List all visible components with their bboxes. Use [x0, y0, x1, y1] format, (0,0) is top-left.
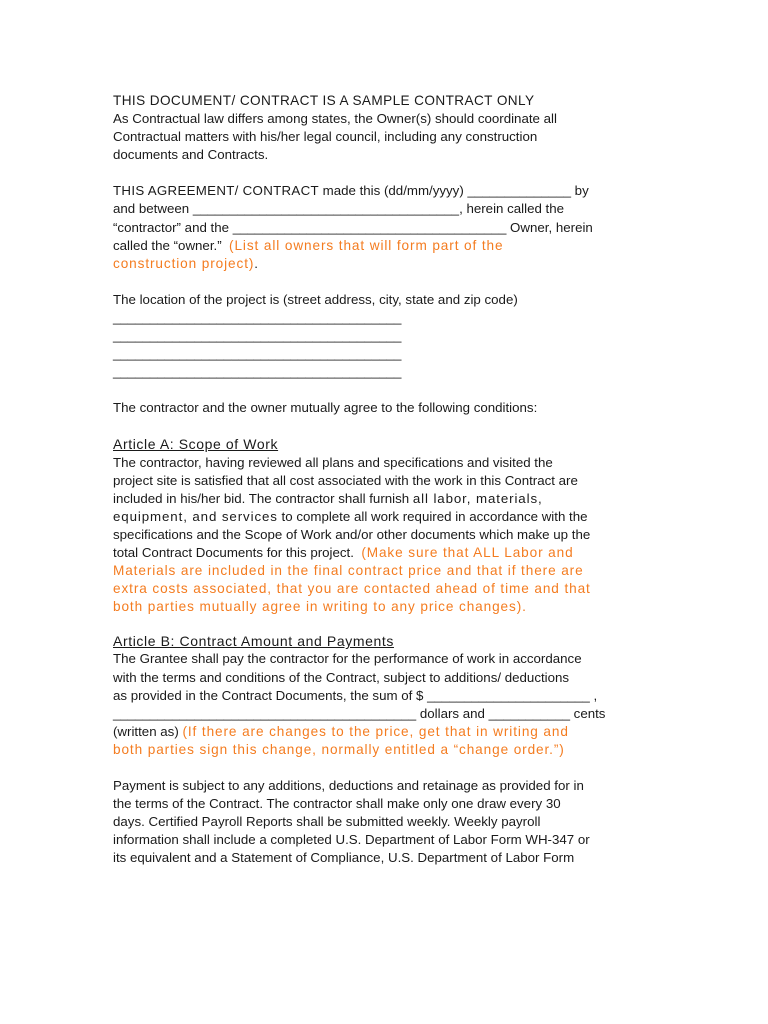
document-title: THIS DOCUMENT/ CONTRACT IS A SAMPLE CONTRACT ONLY — [113, 93, 535, 108]
article-a-line-4-rest: to complete all work required in accordance with the — [277, 508, 588, 524]
article-a-heading: Article A: Scope of Work — [113, 436, 279, 453]
article-b-note-2: both parties sign this change, normally entitled a “change order.”) — [113, 741, 565, 757]
article-a-line-6-start: total Contract Documents for this project. — [113, 544, 362, 560]
spacer — [113, 164, 661, 182]
article-a-line-3 — [113, 490, 661, 508]
payment-line-4: information shall include a completed U.S. Department of Labor Form WH-347 or — [113, 832, 590, 848]
agreement-line-5 — [113, 255, 661, 273]
location-label: The location of the project is (street address, city, state and zip code) — [113, 291, 518, 307]
contract-document — [113, 92, 661, 867]
article-b-line-5-start: (written as) — [113, 723, 183, 739]
intro-line-1: As Contractual law differs among states, the Owner(s) should coordinate all — [113, 111, 557, 127]
agreement-period: . — [254, 255, 258, 271]
agreement-line-2: and between ____________________________________, herein called the — [113, 201, 565, 217]
article-b-line-5 — [113, 723, 661, 741]
spacer — [113, 616, 661, 632]
article-b-note-1: (If there are changes to the price, get that in writing and — [182, 723, 569, 739]
payment-line-2: the terms of the Contract. The contractor shall make only one draw every 30 — [113, 796, 561, 812]
spacer — [113, 759, 661, 777]
article-b-line-3: as provided in the Contract Documents, the sum of $ ______________________ , — [113, 687, 598, 703]
article-b-line-1: The Grantee shall pay the contractor for the performance of work in accordance — [113, 651, 582, 667]
article-a-note-1: (Make sure that ALL Labor and — [361, 544, 574, 560]
location-blank-3: _______________________________________ — [113, 346, 402, 362]
article-a-line-1: The contractor, having reviewed all plans and specifications and visited the — [113, 454, 553, 470]
agreement-note-b: construction project) — [113, 255, 255, 271]
mutual-agree-text: The contractor and the owner mutually agree to the following conditions: — [113, 400, 538, 416]
article-a-note-4: both parties mutually agree in writing to any price changes). — [113, 599, 527, 615]
agreement-line-1-rest: made this (dd/mm/yyyy) ______________ by — [318, 183, 589, 199]
location-blank-4: _______________________________________ — [113, 364, 402, 380]
payment-line-5: its equivalent and a Statement of Compliance, U.S. Department of Labor Form — [113, 850, 575, 866]
agreement-note-a: (List all owners that will form part of the — [229, 237, 504, 253]
location-blank-2: _______________________________________ — [113, 328, 402, 344]
article-b-heading: Article B: Contract Amount and Payments — [113, 633, 394, 650]
article-a-line-3-start: included in his/her bid. The contractor shall furnish — [113, 490, 413, 506]
intro-line-2: Contractual matters with his/her legal council, including any construction — [113, 129, 538, 145]
spacer — [113, 273, 661, 291]
agreement-line-1 — [113, 182, 661, 200]
spacer — [113, 417, 661, 435]
article-b-line-4: _________________________________________ dollars and ___________ cents — [113, 705, 606, 721]
article-a-line-2: project site is satisfied that all cost associated with the work in this Contract are — [113, 472, 578, 488]
article-a-line-3-wide: all labor, materials, — [412, 490, 543, 506]
article-a-line-4 — [113, 508, 661, 526]
agreement-line-4-start: called the “owner.” — [113, 237, 230, 253]
article-a-line-6 — [113, 544, 661, 562]
article-a-line-4-wide: equipment, and services — [113, 508, 278, 524]
article-a-note-3: extra costs associated, that you are contacted ahead of time and that — [113, 581, 591, 597]
agreement-line-3: “contractor” and the _____________________________________ Owner, herein — [113, 219, 593, 235]
spacer — [113, 381, 661, 399]
article-a-note-2: Materials are included in the final contract price and that if there are — [113, 563, 584, 579]
article-b-line-2: with the terms and conditions of the Contract, subject to additions/ deductions — [113, 669, 570, 685]
payment-line-3: days. Certified Payroll Reports shall be submitted weekly. Weekly payroll — [113, 814, 541, 830]
payment-line-1: Payment is subject to any additions, deductions and retainage as provided for in — [113, 778, 584, 793]
location-blank-1: _______________________________________ — [113, 309, 402, 325]
agreement-line-4 — [113, 237, 661, 255]
intro-line-3: documents and Contracts. — [113, 147, 269, 163]
article-a-line-5: specifications and the Scope of Work and/or other documents which make up the — [113, 526, 591, 542]
agreement-lead: THIS AGREEMENT/ CONTRACT — [113, 183, 319, 199]
